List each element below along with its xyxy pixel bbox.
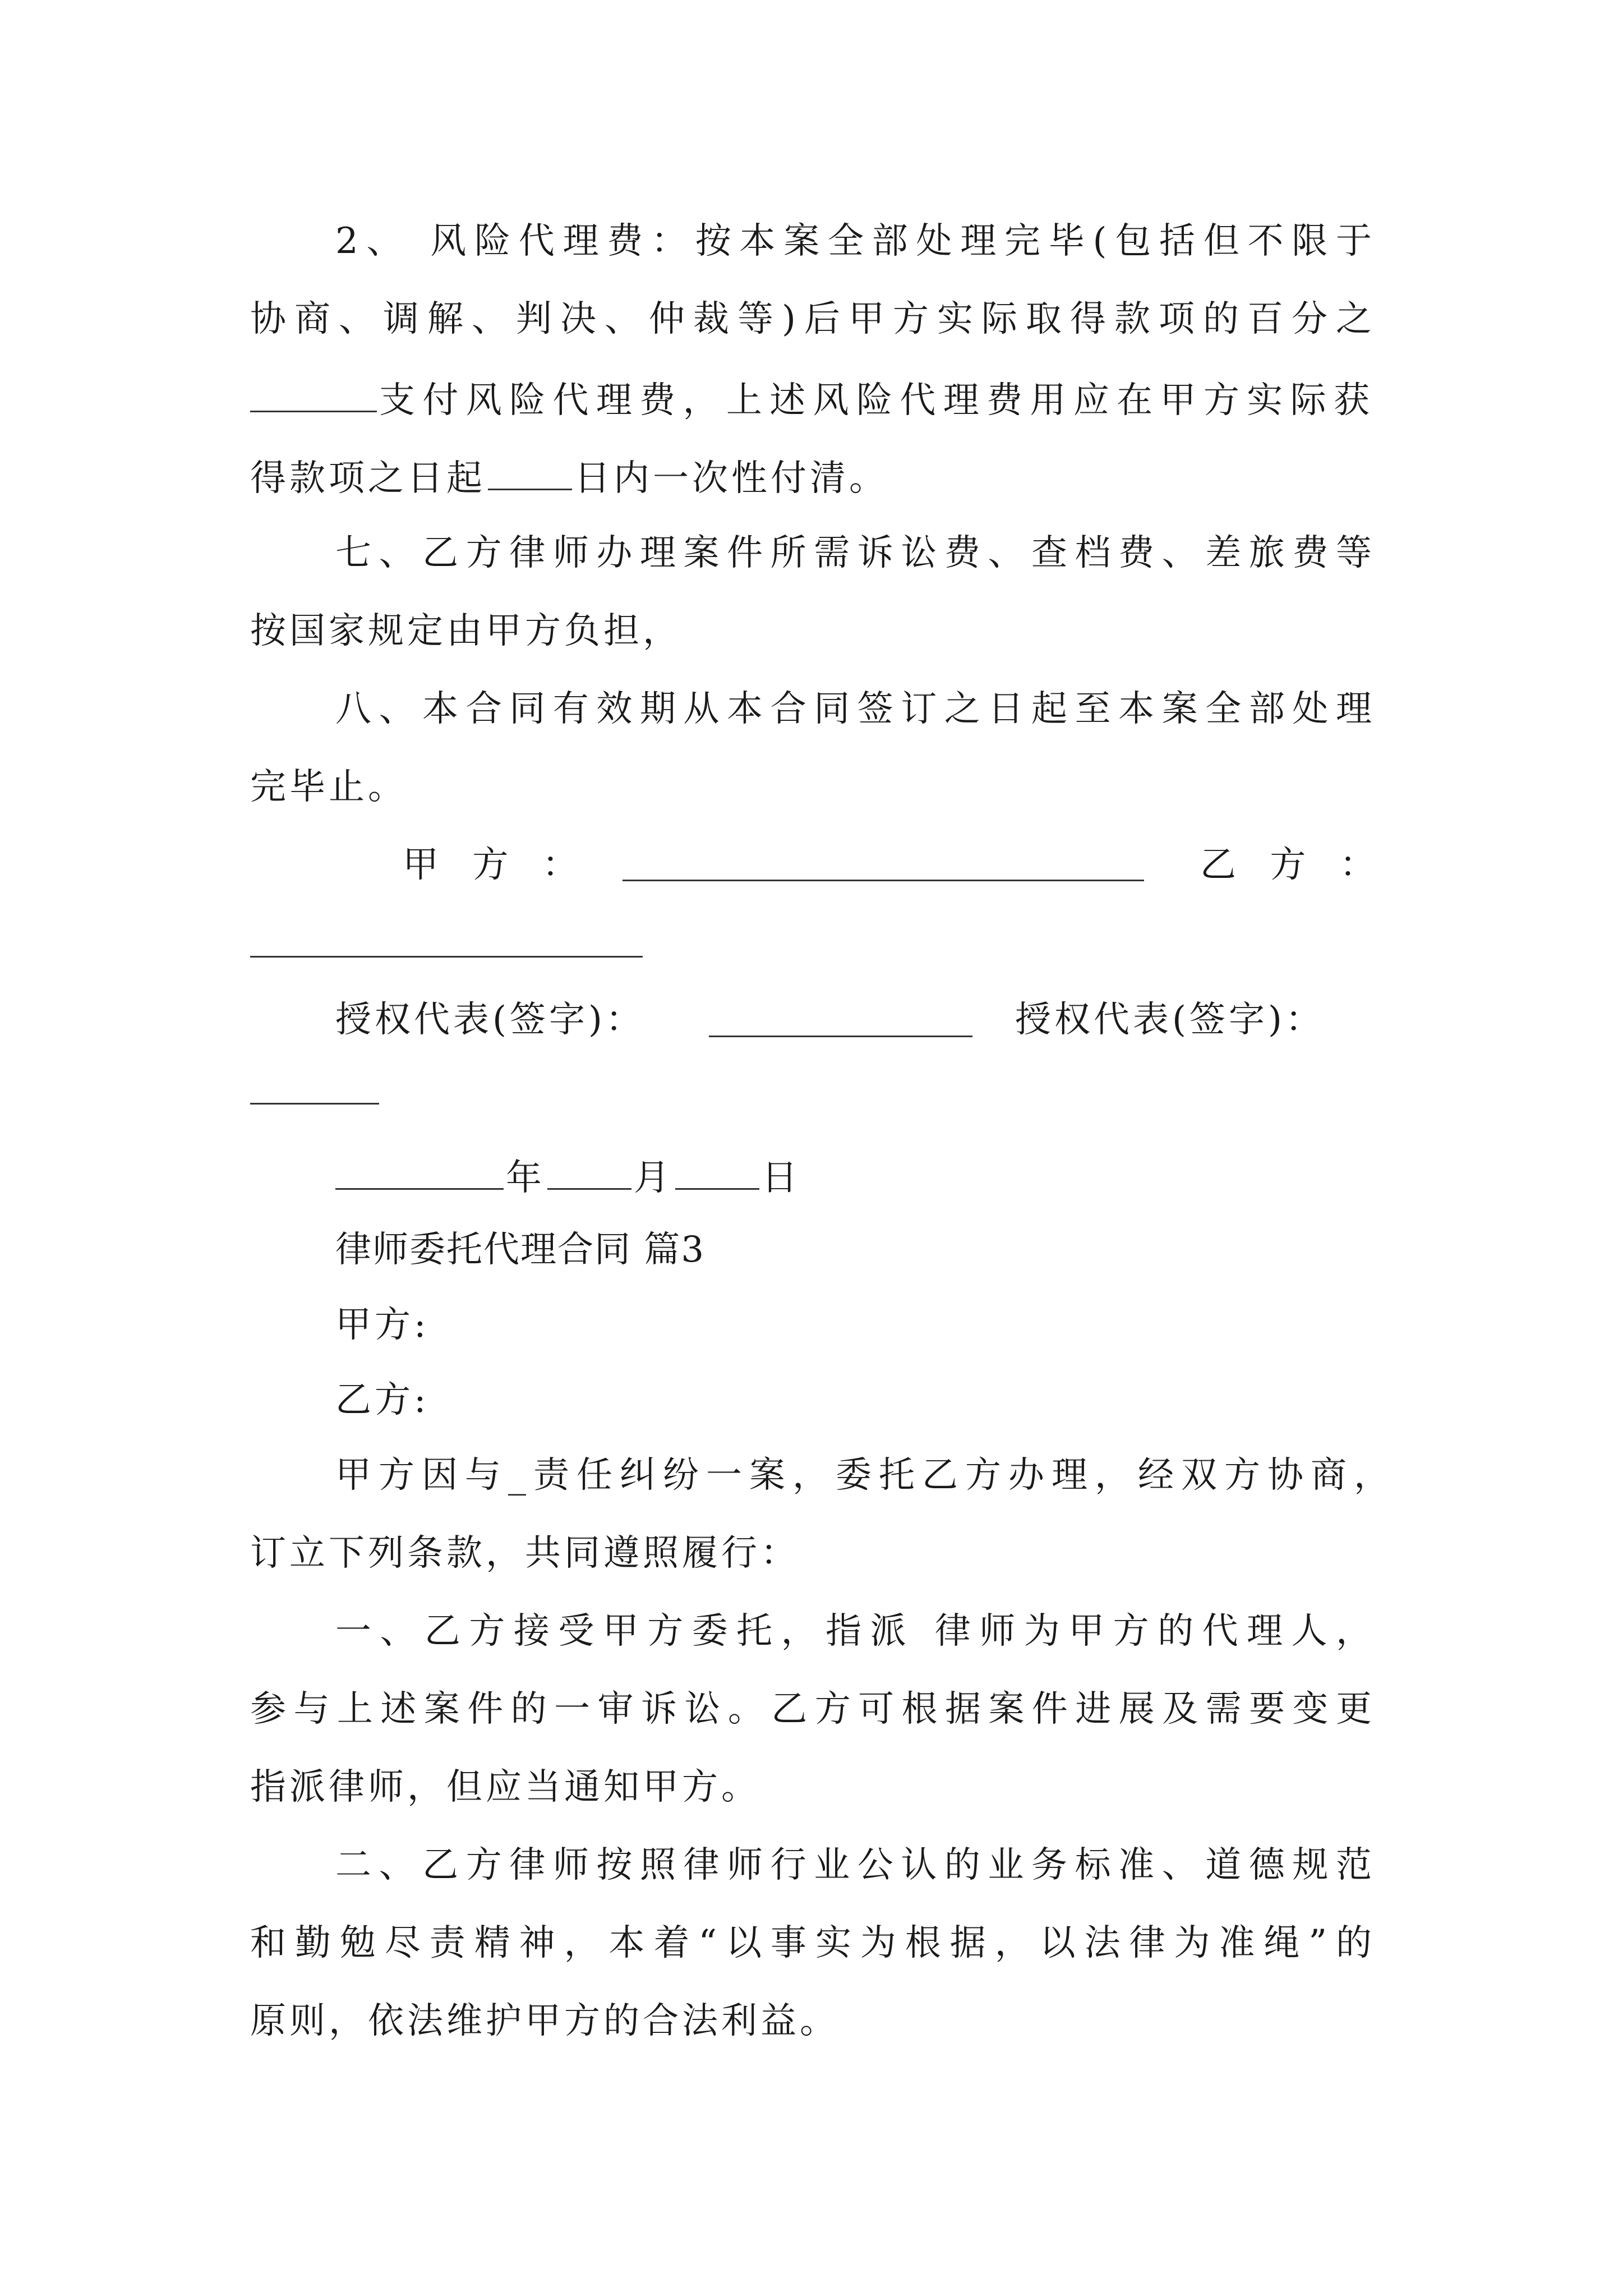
month-label: 月 <box>634 1157 673 1199</box>
fill-blank <box>250 379 377 412</box>
party-b-line: 乙方: <box>335 1379 430 1421</box>
party-a-blank <box>623 880 1144 881</box>
auth-a-label: 授权代表(签字)： <box>335 999 645 1041</box>
party-b-blank <box>250 956 643 958</box>
text-line: 一、乙方接受甲方委托，指派 律师为甲方的代理人， <box>335 1611 1372 1652</box>
year-label: 年 <box>506 1157 545 1199</box>
day-label: 日 <box>762 1157 801 1199</box>
auth-b-label: 授权代表(签字)： <box>1015 999 1325 1041</box>
party-a-label: 甲 方 ： <box>403 844 589 886</box>
text-fragment: 日内一次性付清。 <box>574 458 888 499</box>
auth-b-blank <box>250 1103 379 1105</box>
auth-a-blank <box>709 1036 972 1037</box>
text-line: 原则，依法维护甲方的合法利益。 <box>250 2000 839 2042</box>
text-line: 订立下列条款，共同遵照履行： <box>250 1533 800 1574</box>
text-fragment: 得款项之日起 <box>250 458 486 499</box>
text-fragment: 支付风险代理费，上述风险代理费用应在甲方实际获 <box>379 380 1370 421</box>
month-blank <box>547 1157 631 1190</box>
date-line <box>335 1157 801 1199</box>
party-b-label: 乙 方 ： <box>1200 844 1387 886</box>
text-line: 按国家规定由甲方负担， <box>250 610 682 652</box>
text-line: 甲方因与_责任纠纷一案，委托乙方办理，经双方协商， <box>335 1455 1390 1496</box>
day-blank <box>675 1157 759 1190</box>
text-line: 二、乙方律师按照律师行业公认的业务标准、道德规范 <box>335 1844 1372 1886</box>
fill-blank <box>488 457 572 490</box>
text-line: 完毕止。 <box>250 766 407 808</box>
party-a-line: 甲方: <box>335 1304 430 1346</box>
text-line: 八、本合同有效期从本合同签订之日起至本案全部处理 <box>335 688 1372 730</box>
text-line: 2、 风险代理费：按本案全部处理完毕(包括但不限于 <box>335 220 1372 262</box>
text-line <box>250 457 888 499</box>
text-line: 七、乙方律师办理案件所需诉讼费、查档费、差旅费等 <box>335 532 1372 574</box>
text-line: 和勤勉尽责精神，本着“以事实为根据，以法律为准绳”的 <box>250 1922 1372 1964</box>
text-line: 协商、调解、判决、仲裁等)后甲方实际取得款项的百分之 <box>250 298 1372 340</box>
year-blank <box>335 1157 504 1190</box>
text-line <box>250 379 1372 421</box>
text-line: 参与上述案件的一审诉讼。乙方可根据案件进展及需要变更 <box>250 1688 1372 1730</box>
text-line: 指派律师，但应当通知甲方。 <box>250 1766 760 1808</box>
section-heading: 律师委托代理合同 篇3 <box>335 1229 706 1271</box>
